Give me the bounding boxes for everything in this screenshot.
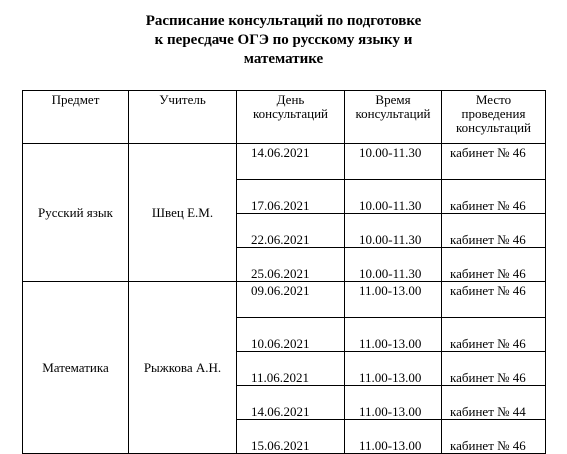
date-cell: 14.06.2021 <box>237 144 345 180</box>
header-row <box>23 91 546 144</box>
time-cell: 11.00-13.00 <box>345 318 442 352</box>
date-cell: 10.06.2021 <box>237 318 345 352</box>
time-cell: 10.00-11.30 <box>345 248 442 282</box>
date-cell: 14.06.2021 <box>237 386 345 420</box>
date-cell: 09.06.2021 <box>237 282 345 318</box>
room-cell: кабинет № 46 <box>442 144 546 180</box>
time-cell: 11.00-13.00 <box>345 282 442 318</box>
time-cell: 11.00-13.00 <box>345 352 442 386</box>
time-cell: 10.00-11.30 <box>345 214 442 248</box>
schedule-table <box>22 90 546 454</box>
header-subject: Предмет <box>23 91 129 144</box>
time-cell: 10.00-11.30 <box>345 144 442 180</box>
date-cell: 25.06.2021 <box>237 248 345 282</box>
date-cell: 11.06.2021 <box>237 352 345 386</box>
room-cell: кабинет № 46 <box>442 214 546 248</box>
room-cell: кабинет № 44 <box>442 386 546 420</box>
title-line-1: Расписание консультаций по подготовке <box>145 13 422 29</box>
teacher-cell: Рыжкова А.Н. <box>129 282 237 454</box>
header-teacher: Учитель <box>129 91 237 144</box>
title-line-3: математике <box>243 51 324 67</box>
time-cell: 10.00-11.30 <box>345 180 442 214</box>
subject-cell: Русский язык <box>23 144 129 282</box>
room-cell: кабинет № 46 <box>442 420 546 454</box>
date-cell: 15.06.2021 <box>237 420 345 454</box>
header-time: Время консультаций <box>345 91 442 144</box>
date-cell: 17.06.2021 <box>237 180 345 214</box>
title-line-2: к пересдаче ОГЭ по русскому языку и <box>154 32 413 48</box>
room-cell: кабинет № 46 <box>442 352 546 386</box>
teacher-cell: Швец Е.М. <box>129 144 237 282</box>
room-cell: кабинет № 46 <box>442 248 546 282</box>
room-cell: кабинет № 46 <box>442 282 546 318</box>
header-place: Место проведения консультаций <box>442 91 546 144</box>
header-day: День консультаций <box>237 91 345 144</box>
room-cell: кабинет № 46 <box>442 318 546 352</box>
time-cell: 11.00-13.00 <box>345 386 442 420</box>
room-cell: кабинет № 46 <box>442 180 546 214</box>
time-cell: 11.00-13.00 <box>345 420 442 454</box>
table-row <box>23 282 546 318</box>
table-row <box>23 144 546 180</box>
subject-cell: Математика <box>23 282 129 454</box>
document-title <box>0 12 567 69</box>
date-cell: 22.06.2021 <box>237 214 345 248</box>
